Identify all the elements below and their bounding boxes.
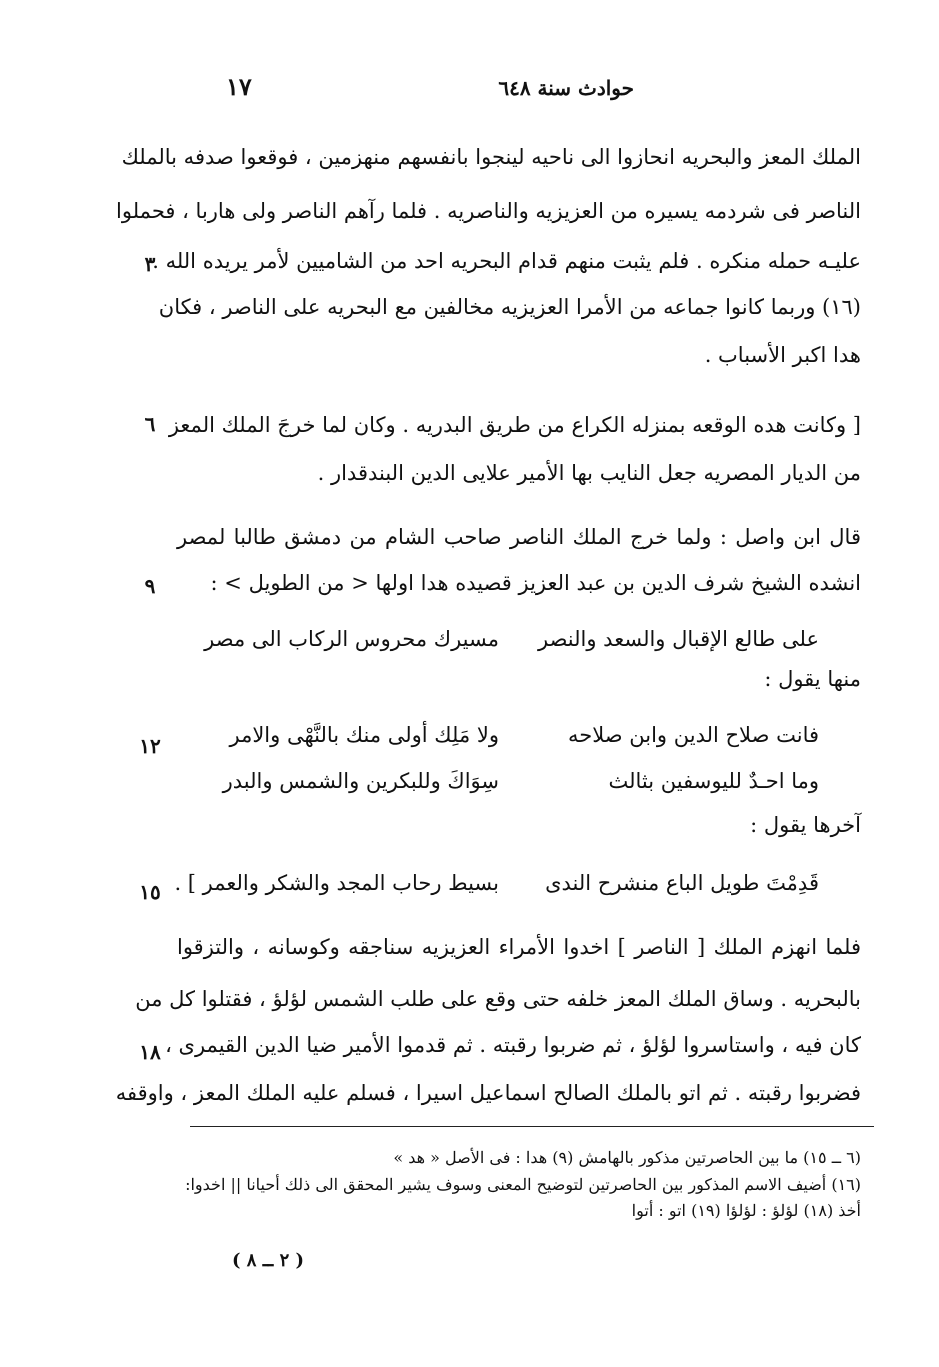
page-header bbox=[180, 72, 864, 110]
body-line: عليـه حمله منكره . فلم يثبت منهم قدام البحريه احد من الشاميين لأمر يريده الله . bbox=[152, 249, 861, 273]
verse-hemistich: قَدِمْتَ طويل الباع منشرح الندى bbox=[545, 871, 819, 895]
verse-hemistich: بسيط رحاب المجد والشكر والعمر ] . bbox=[174, 871, 499, 895]
verse-hemistich: على طالع الإقبال والسعد والنصر bbox=[538, 627, 819, 651]
body-line: [ وكانت هده الوقعه بمنزله الكراع من طريق البدريه . وكان لما خرجَ الملك المعز bbox=[168, 413, 861, 437]
margin-line-number: ١٥ bbox=[139, 880, 161, 904]
verse-hemistich: ولا مَلِك أولى منك بالنَّهْى والامر bbox=[229, 723, 499, 747]
body-line: آخرها يقول : bbox=[750, 813, 861, 837]
body-line: الناصر فى شردمه يسيره من العزيزيه والناصريه . فلما رآهم الناصر ولى هاربا ، فحملوا bbox=[116, 199, 861, 223]
body-line: فضربوا رقبته . ثم اتو بالملك الصالح اسماعيل اسيرا ، فسلم عليه الملك المعز ، واوقفه bbox=[115, 1081, 861, 1105]
margin-line-number: ١٢ bbox=[139, 734, 161, 758]
body-line: منها يقول : bbox=[764, 667, 861, 691]
body-line: هدا اكبر الأسباب . bbox=[704, 343, 861, 367]
signature-mark: ( ٢ ــ ٨ ) bbox=[232, 1250, 305, 1271]
page-number: ١٧ bbox=[226, 72, 252, 101]
body-line: انشده الشيخ شرف الدين بن عبد العزيز قصيده هدا اولها < من الطويل > : bbox=[210, 571, 861, 595]
body-line: كان فيه ، واستاسروا لؤلؤ ، ثم ضربوا رقبته . ثم قدموا الأمير ضيا الدين القيمرى ، bbox=[165, 1033, 861, 1057]
body-line: قال ابن واصل : ولما خرج الملك الناصر صاحب الشام من دمشق طالبا لمصر bbox=[177, 525, 861, 549]
verse-hemistich: وما احـدٌ لليوسفين بثالث bbox=[608, 769, 819, 793]
body-line: من الديار المصريه جعل النايب بها الأمير علايى الدين البندقدار . bbox=[317, 461, 861, 485]
body-line: الملك المعز والبحريه انحازوا الى ناحيه لينجوا بانفسهم منهزمين ، فوقعوا صدفه بالملك bbox=[121, 145, 861, 169]
margin-line-number: ١٨ bbox=[139, 1040, 161, 1064]
verse-hemistich: فانت صلاح الدين وابن صلاحه bbox=[567, 723, 819, 747]
footnote-divider bbox=[190, 1126, 874, 1127]
footnote-line: (٦ ــ ١٥) ما بين الحاصرتين مذكور بالهامش (٩) هدا : فى الأصل « هد » bbox=[393, 1148, 861, 1167]
verse-hemistich: سِوَاكَ وللبكرين والشمس والبدر bbox=[222, 769, 499, 793]
footnote-line: (١٦) أضيف الاسم المذكور بين الحاصرتين لتوضيح المعنى وسوف يشير المحقق الى ذلك أحيانا || اخدوا: أخذ (١٨) لؤلؤ : لؤلؤا (١٩) اتو : أتوا bbox=[185, 1175, 861, 1220]
running-title: حوادث سنة ٦٤٨ bbox=[498, 76, 634, 100]
verse-hemistich: مسيرك محروس الركاب الى مصر bbox=[204, 627, 499, 651]
body-line: فلما انهزم الملك [ الناصر ] اخدوا الأمراء العزيزيه سناجقه وكوسانه ، والتزقوا bbox=[177, 935, 861, 959]
body-line: (١٦) وربما كانوا جماعه من الأمرا العزيزيه مخالفين مع البحريه على الناصر ، فكان bbox=[158, 295, 861, 319]
body-line: بالبحريه . وساق الملك المعز خلفه حتى وقع على طلب الشمس لؤلؤ ، فقتلوا كل من bbox=[135, 987, 861, 1011]
margin-line-number: ٣ bbox=[144, 252, 156, 276]
margin-line-number: ٦ bbox=[144, 412, 156, 436]
margin-line-number: ٩ bbox=[144, 574, 156, 598]
